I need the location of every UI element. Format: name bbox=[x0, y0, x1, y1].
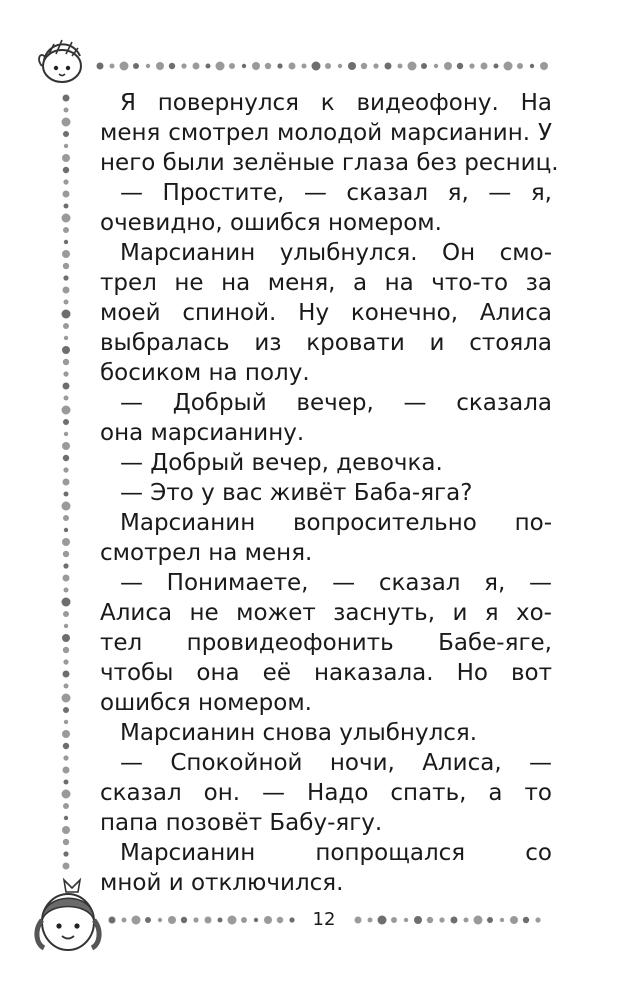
border-dot bbox=[325, 63, 331, 69]
border-dot bbox=[63, 707, 69, 713]
text-line: сказал он. — Надо спать, а то bbox=[100, 780, 552, 806]
border-dot bbox=[504, 62, 513, 71]
border-dot bbox=[404, 918, 408, 922]
border-dot bbox=[414, 916, 422, 924]
paragraph bbox=[100, 508, 552, 568]
border-dot bbox=[181, 63, 186, 68]
text-line: Марсианин попрощался со bbox=[120, 840, 552, 866]
border-dot bbox=[63, 851, 68, 856]
text-line: босиком на полу. bbox=[100, 360, 310, 386]
border-dot bbox=[64, 684, 69, 689]
border-dot bbox=[348, 62, 356, 70]
text-line: мной и отключился. bbox=[100, 870, 344, 896]
border-dot bbox=[62, 730, 70, 738]
left-dotted-border bbox=[62, 95, 71, 870]
border-dot bbox=[265, 63, 271, 69]
border-dot bbox=[277, 63, 282, 68]
border-dot bbox=[63, 863, 70, 870]
text-line: Я повернулся к видеофону. На bbox=[120, 90, 552, 116]
border-dot bbox=[63, 671, 70, 678]
border-dot bbox=[62, 538, 70, 546]
border-dot bbox=[218, 918, 223, 923]
border-dot bbox=[464, 918, 469, 923]
text-line: меня смотрел молодой марсианин. У bbox=[100, 120, 552, 146]
border-dot bbox=[241, 917, 247, 923]
border-dot bbox=[63, 371, 68, 376]
border-dot bbox=[62, 442, 70, 450]
border-dot bbox=[510, 916, 518, 924]
border-dot bbox=[312, 62, 321, 71]
border-dot bbox=[63, 743, 69, 749]
border-dot bbox=[62, 634, 70, 642]
border-dot bbox=[63, 563, 68, 568]
border-dot bbox=[216, 62, 225, 71]
border-dot bbox=[474, 916, 483, 925]
border-dot bbox=[500, 918, 504, 922]
border-dot bbox=[62, 826, 70, 834]
border-dot bbox=[242, 64, 246, 68]
border-dot bbox=[62, 154, 70, 162]
border-dot bbox=[64, 780, 69, 785]
border-dot bbox=[62, 250, 70, 258]
border-dot bbox=[62, 790, 71, 799]
border-dot bbox=[62, 346, 70, 354]
border-dot bbox=[193, 917, 198, 922]
border-dot bbox=[156, 62, 164, 70]
text-line: — Добрый вечер, — сказала bbox=[120, 390, 552, 416]
border-dot bbox=[63, 191, 70, 198]
border-dot bbox=[181, 917, 187, 923]
text-line: трел не на меня, а на что-то за bbox=[100, 270, 552, 296]
girl-face-with-bow-icon bbox=[37, 880, 99, 950]
text-line: Марсианин улыбнулся. Он смо- bbox=[120, 240, 552, 266]
border-dot bbox=[63, 803, 69, 809]
border-dot bbox=[64, 300, 69, 305]
border-dot bbox=[63, 275, 68, 280]
girl-face-icon bbox=[39, 40, 81, 82]
text-line: чтобы она её наказала. Но вот bbox=[100, 660, 552, 686]
paragraph bbox=[100, 838, 552, 898]
border-dot bbox=[133, 63, 139, 69]
text-line: — Добрый вечер, девочка. bbox=[120, 450, 443, 476]
border-dot bbox=[338, 64, 342, 68]
border-dot bbox=[63, 131, 69, 137]
border-dot bbox=[408, 62, 417, 71]
border-dot bbox=[109, 917, 116, 924]
border-dot bbox=[385, 63, 392, 70]
border-dot bbox=[378, 916, 387, 925]
border-dot bbox=[64, 144, 68, 148]
border-dot bbox=[64, 396, 69, 401]
border-dot bbox=[229, 63, 235, 69]
border-dot bbox=[145, 917, 151, 923]
border-dot bbox=[535, 917, 540, 922]
border-dot bbox=[64, 492, 69, 497]
border-dot bbox=[494, 64, 499, 69]
border-dot bbox=[481, 63, 488, 70]
text-line: него были зелёные глаза без ресниц. bbox=[100, 150, 559, 176]
border-dot bbox=[205, 917, 212, 924]
text-line: она марсианину. bbox=[100, 420, 305, 446]
border-dot bbox=[146, 64, 150, 68]
text-line: — Простите, — сказал я, — я, bbox=[120, 180, 552, 206]
border-dot bbox=[391, 917, 397, 923]
border-dot bbox=[63, 467, 68, 472]
border-dot bbox=[368, 918, 373, 923]
border-dot bbox=[63, 575, 70, 582]
border-dot bbox=[63, 455, 69, 461]
border-dot bbox=[252, 62, 260, 70]
border-dot bbox=[523, 917, 529, 923]
border-dot bbox=[421, 63, 427, 69]
border-dot bbox=[355, 917, 362, 924]
border-dot bbox=[63, 179, 68, 184]
border-dot bbox=[64, 624, 68, 628]
text-line: — Спокойной ночи, Алиса, — bbox=[120, 750, 552, 776]
border-dot bbox=[63, 359, 69, 365]
border-dot bbox=[63, 323, 69, 329]
border-dot bbox=[158, 918, 162, 922]
paragraph bbox=[100, 568, 552, 718]
border-dot bbox=[63, 611, 69, 617]
border-dot bbox=[63, 263, 69, 269]
border-dot bbox=[63, 515, 69, 521]
text-line: — Понимаете, — сказал я, — bbox=[120, 570, 552, 596]
border-dot bbox=[63, 167, 69, 173]
paragraph bbox=[100, 178, 552, 238]
border-dot bbox=[540, 62, 548, 70]
text-line: смотрел на меня. bbox=[100, 540, 313, 566]
page-text bbox=[100, 88, 559, 898]
border-dot bbox=[487, 917, 493, 923]
border-dot bbox=[64, 816, 68, 820]
border-dot bbox=[62, 406, 71, 415]
text-line: папа позовёт Бабу-ягу. bbox=[100, 810, 383, 836]
paragraph bbox=[100, 448, 552, 478]
text-line: ошибся номером. bbox=[100, 690, 312, 716]
paragraph bbox=[100, 478, 552, 508]
text-line: выбралась из кровати и стояла bbox=[100, 330, 552, 356]
border-dot bbox=[193, 63, 200, 70]
border-dot bbox=[277, 917, 283, 923]
border-dot bbox=[62, 118, 71, 127]
border-dot bbox=[63, 839, 69, 845]
border-dot bbox=[62, 502, 71, 511]
border-dot bbox=[398, 64, 403, 69]
border-dot bbox=[63, 419, 69, 425]
text-line: Алиса не может заснуть, и я хо- bbox=[100, 600, 552, 626]
border-dot bbox=[62, 694, 71, 703]
border-dot bbox=[64, 108, 69, 113]
border-dot bbox=[64, 528, 68, 532]
border-dot bbox=[444, 62, 452, 70]
border-dot bbox=[110, 64, 115, 69]
border-dot bbox=[264, 916, 272, 924]
border-dot bbox=[64, 720, 68, 724]
border-dot bbox=[439, 917, 444, 922]
border-dot bbox=[62, 598, 71, 607]
border-dot bbox=[530, 64, 534, 68]
text-line: моей спиной. Ну конечно, Алиса bbox=[100, 300, 552, 326]
paragraph bbox=[100, 748, 552, 838]
paragraph bbox=[100, 88, 559, 178]
border-dot bbox=[64, 204, 69, 209]
border-dot bbox=[62, 310, 71, 319]
border-dot bbox=[97, 63, 104, 70]
border-dot bbox=[64, 336, 68, 340]
text-line: — Это у вас живёт Баба-яга? bbox=[120, 480, 473, 506]
text-line: Марсианин снова улыбнулся. bbox=[120, 720, 478, 746]
border-dot bbox=[120, 62, 129, 71]
border-dot bbox=[64, 240, 68, 244]
border-dot bbox=[302, 64, 307, 69]
border-dot bbox=[63, 287, 70, 294]
paragraph bbox=[100, 238, 552, 388]
border-dot bbox=[64, 588, 69, 593]
border-dot bbox=[373, 63, 378, 68]
border-dot bbox=[63, 767, 70, 774]
border-dot bbox=[517, 63, 523, 69]
border-dot bbox=[63, 551, 69, 557]
border-dot bbox=[469, 63, 474, 68]
page-number: 12 bbox=[312, 909, 336, 930]
top-dotted-border bbox=[97, 62, 549, 71]
border-dot bbox=[63, 383, 70, 390]
paragraph bbox=[100, 388, 552, 448]
border-dot bbox=[457, 63, 463, 69]
border-dot bbox=[169, 63, 175, 69]
border-dot bbox=[63, 227, 69, 233]
border-dot bbox=[427, 917, 433, 923]
text-line: тел провидеофонить Бабе-яге, bbox=[100, 630, 552, 656]
border-dot bbox=[63, 479, 70, 486]
border-dot bbox=[228, 916, 237, 925]
border-dot bbox=[206, 64, 211, 69]
border-dot bbox=[289, 917, 294, 922]
border-dot bbox=[63, 659, 68, 664]
border-dot bbox=[168, 916, 176, 924]
border-dot bbox=[289, 63, 296, 70]
border-dot bbox=[451, 917, 458, 924]
border-dot bbox=[62, 214, 71, 223]
border-dot bbox=[254, 918, 258, 922]
border-dot bbox=[63, 647, 69, 653]
border-dot bbox=[361, 63, 367, 69]
paragraph bbox=[100, 718, 552, 748]
border-dot bbox=[63, 755, 68, 760]
border-dot bbox=[132, 916, 141, 925]
border-dot bbox=[64, 432, 68, 436]
text-line: очевидно, ошибся номером. bbox=[100, 210, 442, 236]
text-line: Марсианин вопросительно по- bbox=[120, 510, 552, 536]
border-dot bbox=[63, 95, 70, 102]
border-dot bbox=[434, 64, 438, 68]
border-dot bbox=[122, 918, 127, 923]
